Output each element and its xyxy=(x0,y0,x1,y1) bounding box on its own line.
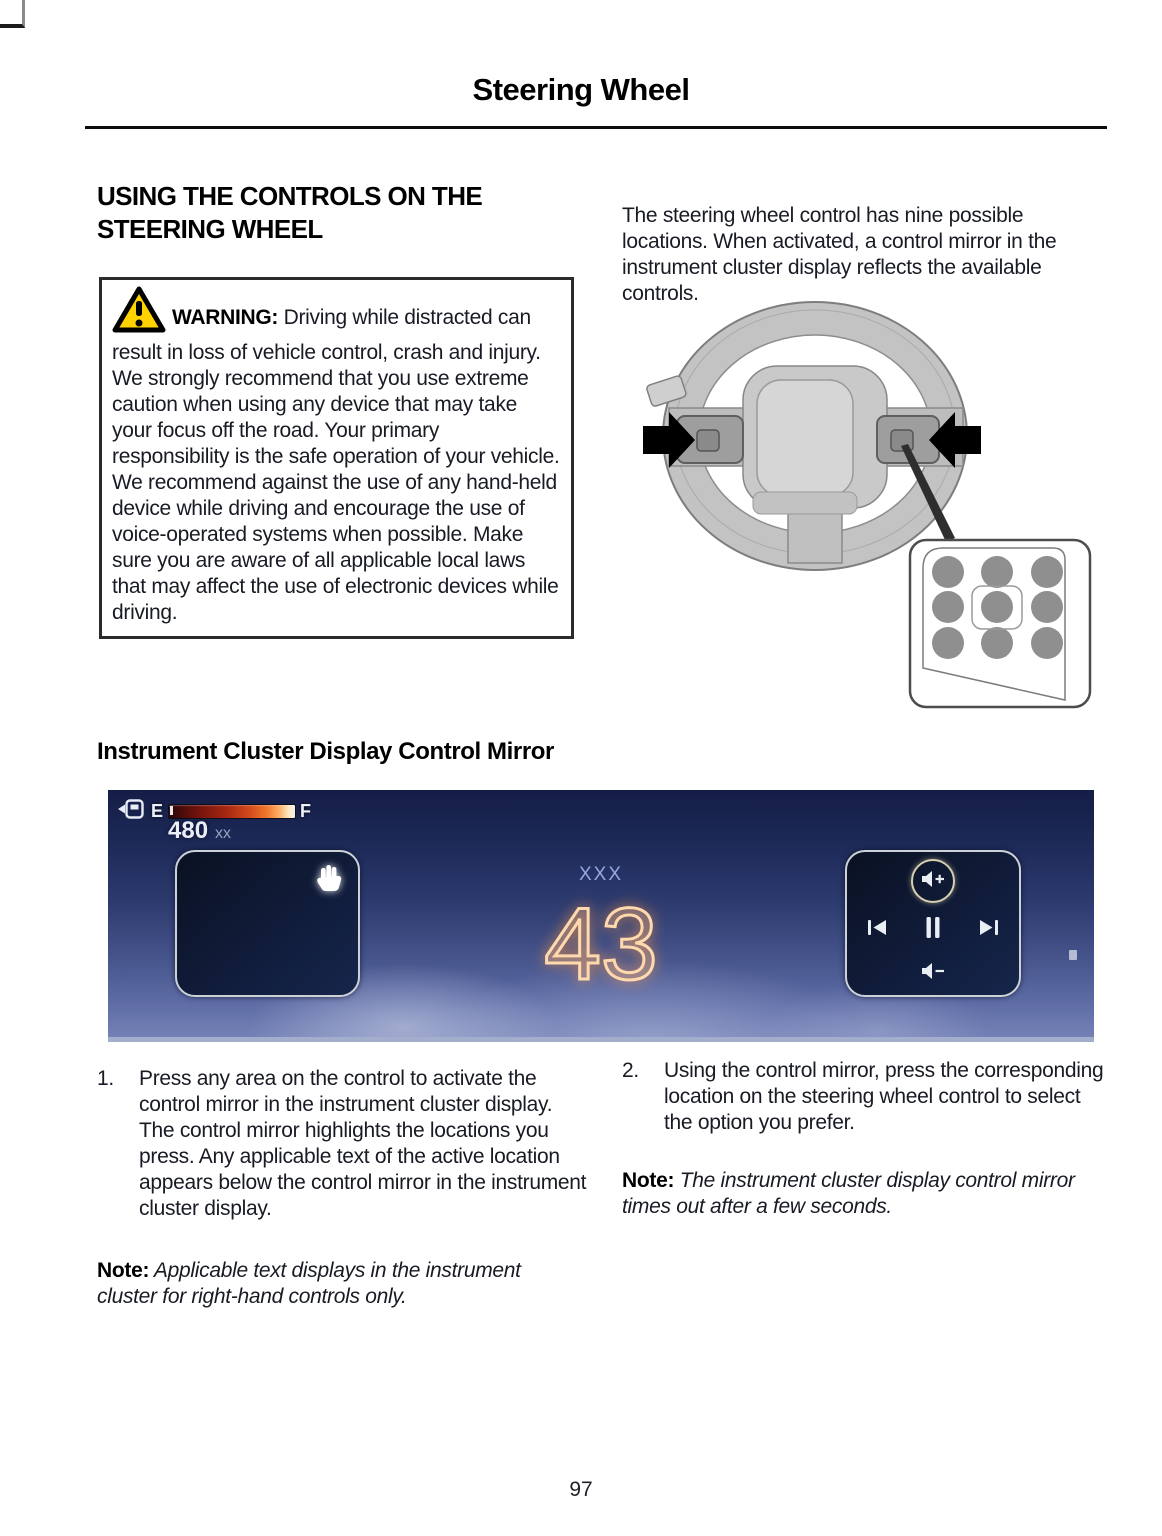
steering-wheel-illustration xyxy=(625,296,1105,716)
step-1 xyxy=(97,1066,587,1222)
intro-paragraph: The steering wheel control has nine possible locations. When activated, a control mirror in the instrument cluster display reflects the available controls. xyxy=(622,204,1057,305)
pause-icon xyxy=(926,916,941,944)
step-2-text: Using the control mirror, press the corresponding location on the steering wheel control to select the option you prefer. xyxy=(664,1059,1104,1134)
note-2-text: The instrument cluster display control mirror times out after a few seconds. xyxy=(622,1169,1075,1218)
media-control-panel xyxy=(845,850,1021,997)
fuel-empty-label: E xyxy=(151,801,164,821)
note-1 xyxy=(97,1258,577,1310)
warning-box xyxy=(99,277,574,639)
previous-track-icon xyxy=(867,919,887,941)
gear-label: XXX xyxy=(578,864,624,885)
volume-up-highlight-ring xyxy=(911,859,955,903)
warning-triangle-icon xyxy=(112,286,166,340)
speed-readout xyxy=(486,876,716,998)
section-heading-using-controls: USING THE CONTROLS ON THE STEERING WHEEL xyxy=(97,181,483,244)
instrument-cluster-image xyxy=(108,790,1094,1042)
page-title: Steering Wheel xyxy=(472,72,690,107)
control-pad-inset xyxy=(910,540,1090,707)
warning-text: Driving while distracted can result in loss of vehicle control, crash and injury. We strongly recommend that you use extreme caution when using any device that may take your focus off the road. Your primary responsibility is the safe operation of your vehicle. We recommend against the use of any hand-held device while driving and encourage the use of voice-operated systems when possible. Make sure you are aware of all applicable local laws that may affect the use of electronic devices while driving. xyxy=(112,306,560,624)
step-1-number: 1. xyxy=(97,1067,114,1090)
volume-down-icon xyxy=(921,962,945,985)
fuel-pump-icon xyxy=(118,798,145,825)
range-value: 480 xyxy=(168,817,209,844)
note-2-label: Note: xyxy=(622,1169,675,1192)
page-number: 97 xyxy=(569,1478,593,1501)
section-heading-cluster-mirror: Instrument Cluster Display Control Mirror xyxy=(97,738,554,765)
note-2 xyxy=(622,1168,1114,1220)
cursor-dot xyxy=(1069,950,1077,960)
step-2-number: 2. xyxy=(622,1059,639,1082)
title-divider xyxy=(85,126,1107,129)
next-track-icon xyxy=(979,919,999,941)
note-1-text: Applicable text displays in the instrument cluster for right-hand controls only. xyxy=(97,1259,521,1308)
volume-up-icon xyxy=(921,870,945,893)
range-readout xyxy=(168,817,231,845)
note-1-label: Note: xyxy=(97,1259,150,1282)
step-2 xyxy=(622,1058,1114,1136)
step-1-text: Press any area on the control to activate the control mirror in the instrument cluster display. The control mirror highlights the locations you press. Any applicable text of the active location appears below the control mirror in the instrument cluster display. xyxy=(139,1067,587,1220)
range-unit: xx xyxy=(215,825,232,842)
page-corner-mark xyxy=(0,0,25,28)
media-transport-row xyxy=(847,916,1019,940)
warning-label: WARNING: xyxy=(172,306,279,329)
speed-value: 43 xyxy=(544,887,658,998)
fuel-full-label: F xyxy=(300,801,312,821)
